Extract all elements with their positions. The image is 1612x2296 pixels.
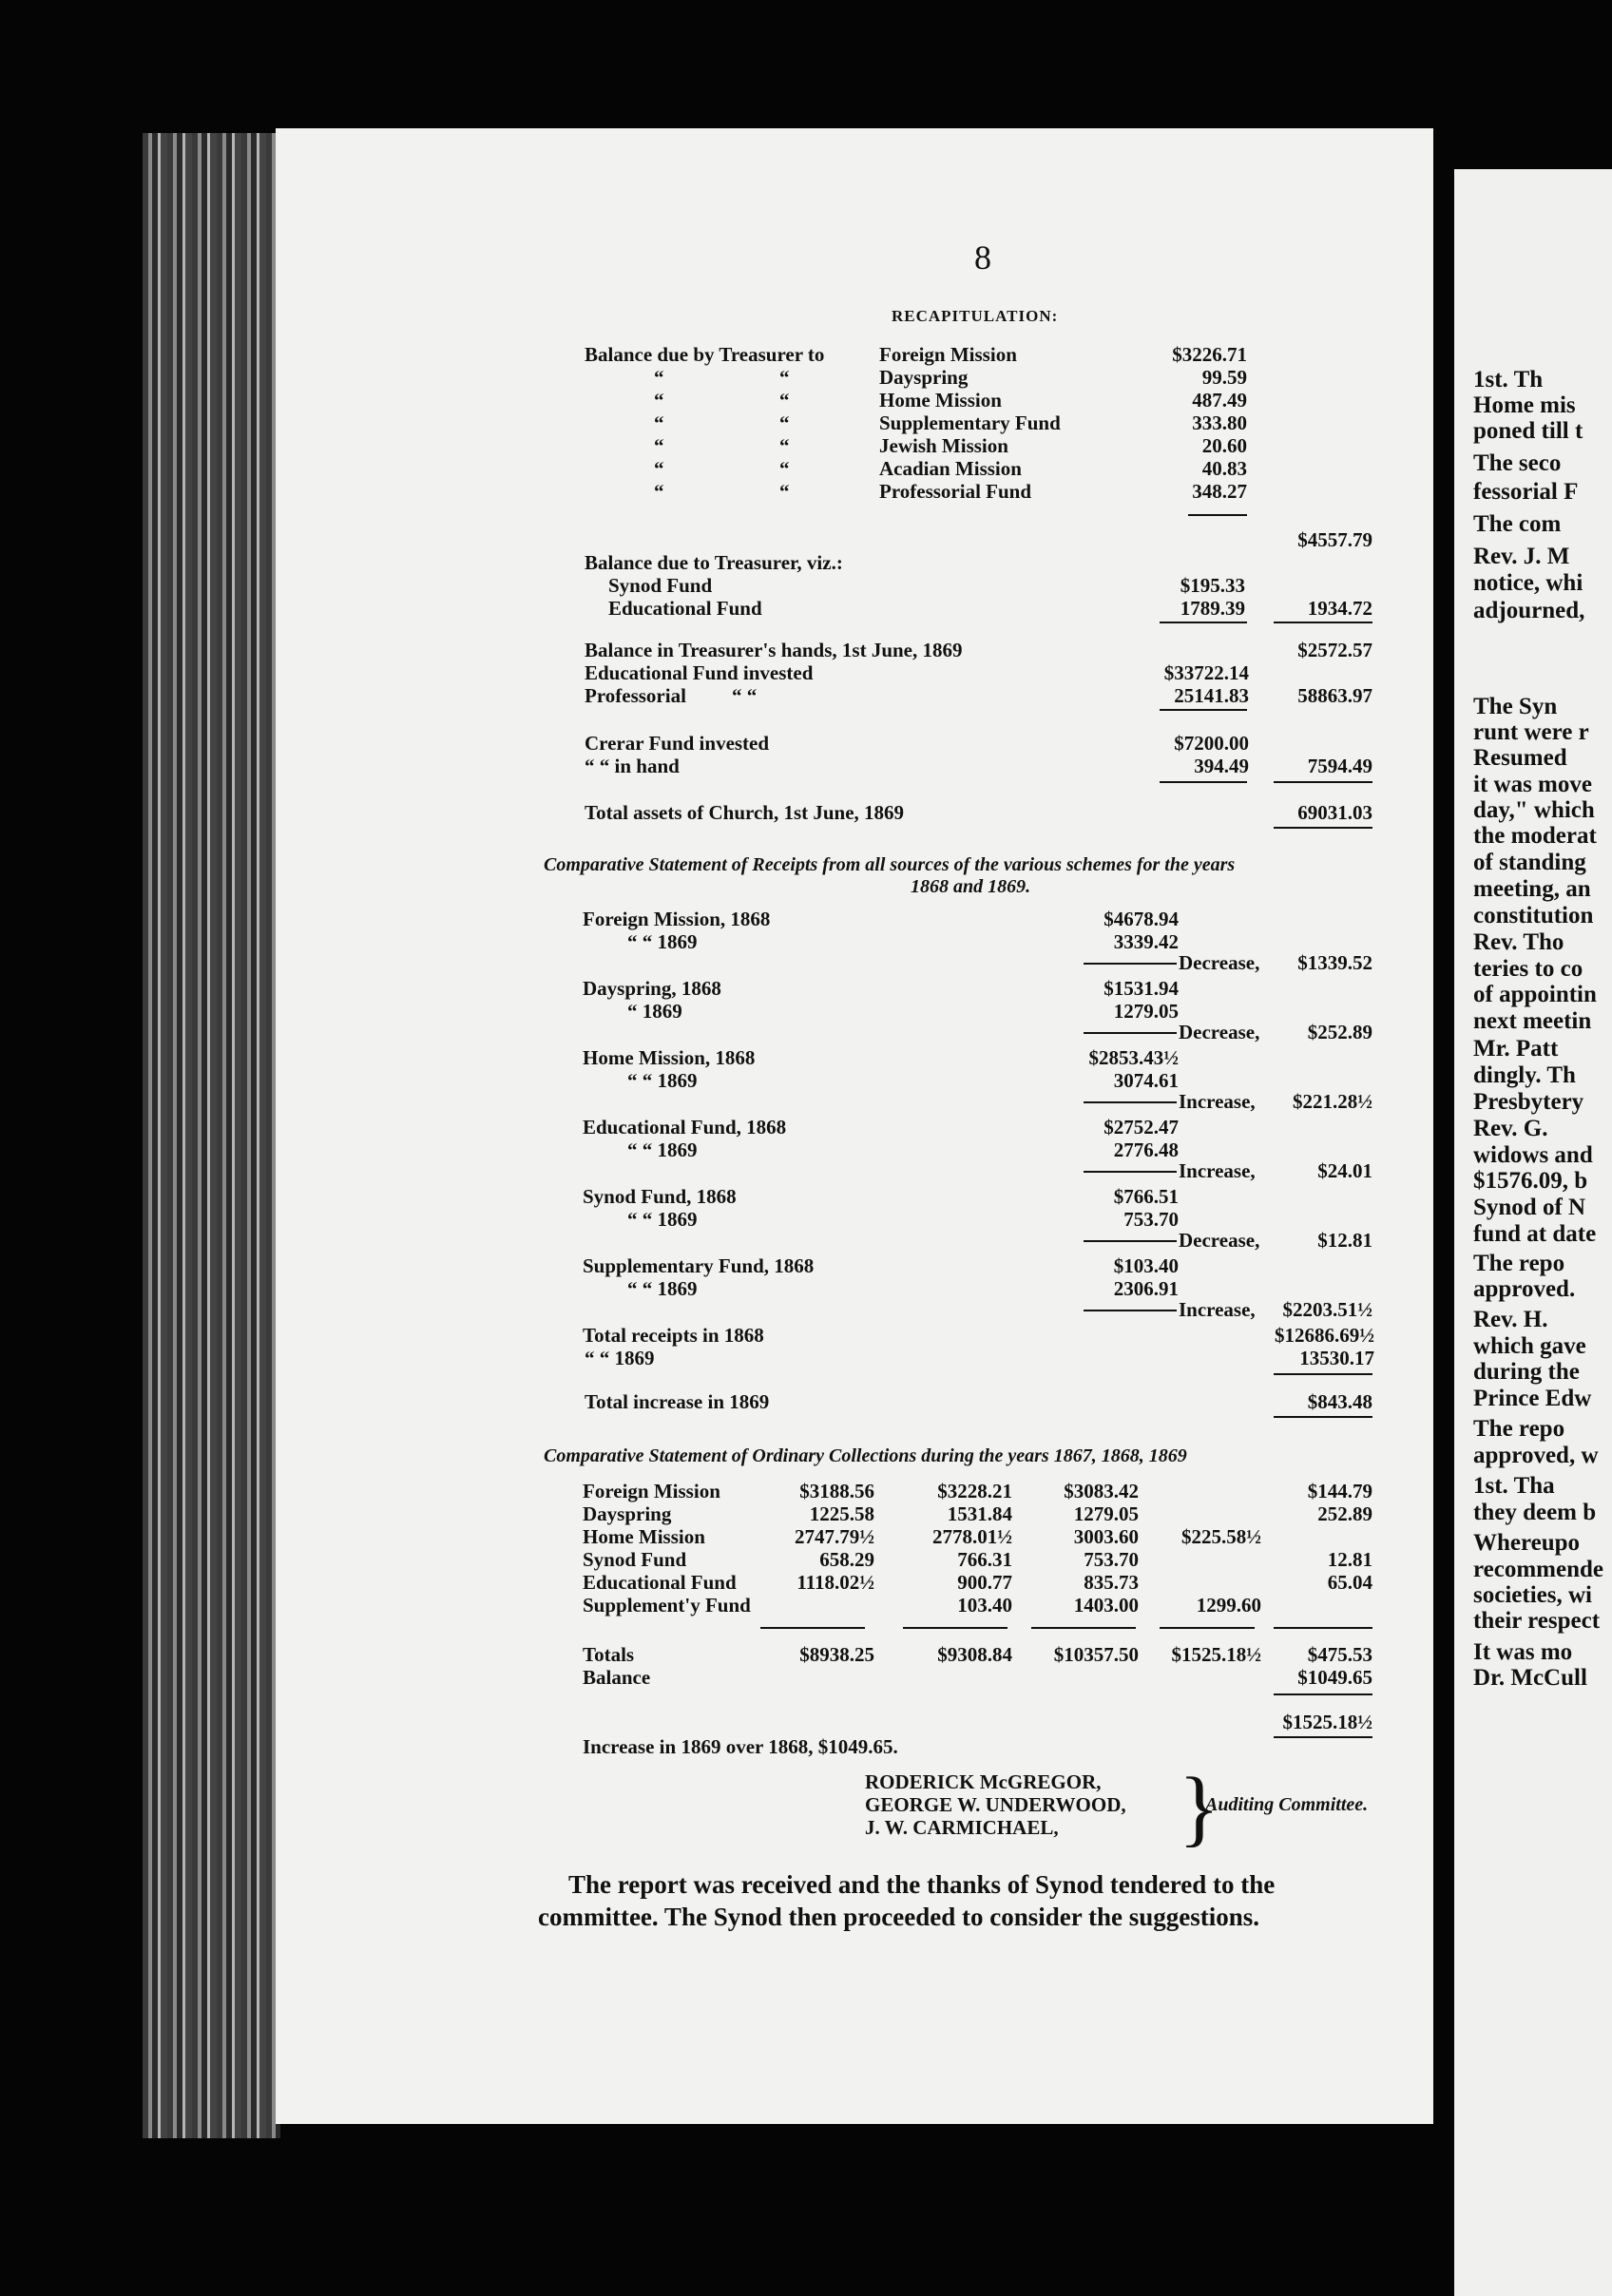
collection-rule [760,1627,865,1629]
assets-rule [1274,827,1372,829]
total-receipts-1868-label: Total receipts in 1868 [583,1324,764,1347]
collection-name: Dayspring [583,1502,672,1525]
facing-page-text: Rev. H. [1473,1307,1548,1332]
receipt-rule [1084,1240,1177,1242]
crerar-total: 7594.49 [1307,755,1372,777]
closing-paragraph-line: The report was received and the thanks of Synod tendered to the [568,1870,1276,1899]
facing-page-text: meeting, an [1473,876,1591,902]
receipt-change-label: Decrease, [1179,1021,1260,1043]
facing-page-text: The seco [1473,450,1562,476]
balance-hands-label: Balance in Treasurer's hands, 1st June, 1869 [585,639,963,661]
facing-page-text: Mr. Patt [1473,1036,1559,1062]
due-rule [1160,622,1247,623]
total-receipts-1868-amount: $12686.69½ [1275,1324,1374,1347]
due-to-item-label: Synod Fund [608,574,713,597]
collection-1869: 3003.60 [1073,1525,1139,1548]
facing-page-text: which gave [1473,1333,1586,1359]
recap-item-label: Professorial Fund [879,480,1032,503]
page-number: 8 [974,239,991,277]
facing-page-text: societies, wi [1473,1582,1592,1608]
collection-1869: 1279.05 [1073,1502,1139,1525]
facing-page-fragment [1454,169,1612,2296]
closing-paragraph-line: committee. The Synod then proceeded to consider the suggestions. [538,1903,1259,1931]
receipt-amount: 3074.61 [1113,1069,1179,1092]
collection-decrease: $144.79 [1307,1480,1372,1502]
professorial-amount: 25141.83 [1174,684,1249,707]
recap-rule [1188,514,1247,516]
facing-page-text: runt were r [1473,719,1589,745]
facing-page-text: adjourned, [1473,598,1585,623]
crerar-invested-label: Crerar Fund invested [585,732,770,755]
facing-page-text: fund at date [1473,1221,1597,1247]
educational-invested-amount: $33722.14 [1163,661,1249,684]
facing-page-text: $1576.09, b [1473,1168,1588,1194]
receipt-change-label: Decrease, [1179,951,1260,974]
collection-name: Synod Fund [583,1548,687,1571]
receipt-label: Home Mission, 1868 [583,1046,756,1069]
ditto-mark: “ [654,389,664,411]
balance-rule [1274,1736,1372,1738]
receipt-rule [1084,1310,1177,1311]
facing-page-text: Rev. J. M [1473,544,1570,569]
facing-page-text: 1st. Tha [1473,1473,1555,1499]
receipt-change-label: Increase, [1179,1090,1256,1113]
collection-rule [1274,1627,1372,1629]
facing-page-text: The repo [1473,1251,1565,1276]
receipt-label: Supplementary Fund, 1868 [583,1254,815,1277]
ditto-mark: “ [654,366,664,389]
brace: } [1179,1761,1220,1855]
collection-name: Home Mission [583,1525,705,1548]
receipt-amount: $2853.43½ [1088,1046,1179,1069]
receipt-change-label: Decrease, [1179,1229,1260,1252]
facing-page-text: approved. [1473,1276,1576,1302]
crerar-hand-label: “ “ in hand [585,755,680,777]
collection-rule [1160,1627,1255,1629]
due-to-item-label: Educational Fund [608,597,762,620]
facing-page-text: fessorial F [1473,479,1579,505]
receipt-change-amount: $1339.52 [1297,951,1372,974]
balance-total: $1525.18½ [1282,1711,1372,1733]
ditto-mark: “ [779,411,790,434]
collection-name: Supplement'y Fund [583,1594,751,1617]
receipt-amount: 2306.91 [1113,1277,1179,1300]
receipt-change-amount: $252.89 [1307,1021,1372,1043]
collection-increase: 1299.60 [1196,1594,1261,1617]
collection-rule [903,1627,1008,1629]
receipt-rule [1084,963,1177,965]
collection-rule [1031,1627,1136,1629]
recap-item-label: Acadian Mission [879,457,1022,480]
recap-total: $4557.79 [1297,528,1372,551]
facing-page-text: The repo [1473,1416,1565,1442]
recap-item-label: Jewish Mission [879,434,1008,457]
facing-page-text: constitution [1473,903,1594,928]
collection-name: Educational Fund [583,1571,737,1594]
receipt-change-label: Increase, [1179,1159,1256,1182]
total-increase-amount: $843.48 [1307,1390,1372,1413]
recap-item-label: Foreign Mission [879,343,1017,366]
receipts-title-years: 1868 and 1869. [911,876,1031,897]
facing-page-text: Synod of N [1473,1195,1586,1220]
professorial-label: Professorial [585,684,686,707]
recap-item-amount: 99.59 [1201,366,1247,389]
crerar-rule [1160,781,1247,783]
total-receipts-1869-amount: 13530.17 [1299,1347,1374,1369]
receipt-amount: 753.70 [1123,1208,1179,1231]
recap-item-amount: 348.27 [1192,480,1247,503]
receipts-rule [1274,1416,1372,1418]
collection-1868: 2778.01½ [932,1525,1012,1548]
collection-1867: 658.29 [819,1548,874,1571]
facing-page-text: they deem b [1473,1500,1597,1525]
receipt-amount: 1279.05 [1113,1000,1179,1023]
facing-page-text: Presbytery [1473,1089,1584,1115]
collection-1867: 1225.58 [809,1502,874,1525]
signatory: GEORGE W. UNDERWOOD, [865,1793,1126,1816]
collection-1868: 1531.84 [947,1502,1012,1525]
due-to-item-amount: 1789.39 [1180,597,1245,620]
receipt-label: Foreign Mission, 1868 [583,908,771,930]
receipt-label: “ 1869 [627,1000,682,1023]
receipt-label: Synod Fund, 1868 [583,1185,737,1208]
ditto-mark: “ [654,434,664,457]
collection-1867: $3188.56 [799,1480,874,1502]
collection-increase: $225.58½ [1181,1525,1261,1548]
increase-note: Increase in 1869 over 1868, $1049.65. [583,1735,898,1758]
receipt-label: “ “ 1869 [627,930,698,953]
facing-page-text: the moderat [1473,823,1597,849]
facing-page-text: Whereupo [1473,1530,1581,1556]
educational-invested-label: Educational Fund invested [585,661,814,684]
recap-item-label: Dayspring [879,366,969,389]
receipt-amount: 3339.42 [1113,930,1179,953]
receipt-label: “ “ 1869 [627,1277,698,1300]
recap-item-label: Home Mission [879,389,1002,411]
recap-item-amount: 333.80 [1192,411,1247,434]
due-rule [1274,622,1372,623]
receipt-rule [1084,1101,1177,1103]
document-page [276,128,1433,2124]
collections-title: Comparative Statement of Ordinary Collections during the years 1867, 1868, 1869 [544,1445,1187,1466]
facing-page-text: poned till t [1473,418,1583,444]
recap-item-amount: 40.83 [1201,457,1247,480]
balance-hands-amount: $2572.57 [1297,639,1372,661]
facing-page-text: dingly. Th [1473,1062,1576,1088]
ditto-mark: “ [779,434,790,457]
receipt-amount: $766.51 [1113,1185,1179,1208]
invest-rule [1160,709,1247,711]
receipt-amount: 2776.48 [1113,1138,1179,1161]
total-assets-label: Total assets of Church, 1st June, 1869 [585,801,905,824]
recap-item-amount: $3226.71 [1172,343,1247,366]
total-assets-amount: 69031.03 [1297,801,1372,824]
recap-intro: Balance due by Treasurer to [585,343,825,366]
totals-1867: $8938.25 [799,1643,874,1666]
collection-1869: 1403.00 [1073,1594,1139,1617]
total-receipts-1869-label: “ “ 1869 [585,1347,655,1369]
ditto-mark: “ [654,411,664,434]
receipt-label: “ “ 1869 [627,1069,698,1092]
receipt-amount: $4678.94 [1103,908,1179,930]
collection-1868: 766.31 [957,1548,1012,1571]
receipt-label: “ “ 1869 [627,1138,698,1161]
receipts-rule [1274,1373,1372,1375]
balance-label: Balance [583,1666,651,1689]
facing-page-text: The com [1473,511,1562,537]
receipt-amount: $103.40 [1113,1254,1179,1277]
facing-page-text: during the [1473,1359,1580,1385]
collection-decrease: 252.89 [1317,1502,1372,1525]
collection-1868: 900.77 [957,1571,1012,1594]
receipt-label: Dayspring, 1868 [583,977,721,1000]
auditing-committee: Auditing Committee. [1205,1794,1369,1815]
facing-page-text: it was move [1473,772,1592,797]
ditto-mark: “ [779,457,790,480]
collection-1868: $3228.21 [937,1480,1012,1502]
collection-1869: 753.70 [1084,1548,1139,1571]
totals-1869: $10357.50 [1053,1643,1139,1666]
balance-amount: $1049.65 [1297,1666,1372,1689]
facing-page-text: day," which [1473,797,1595,823]
collection-decrease: 65.04 [1327,1571,1372,1594]
collection-decrease: 12.81 [1327,1548,1372,1571]
receipt-amount: $2752.47 [1103,1116,1179,1138]
recapitulation-heading: RECAPITULATION: [892,307,1059,325]
receipt-rule [1084,1171,1177,1173]
receipt-change-amount: $12.81 [1317,1229,1372,1252]
facing-page-text: teries to co [1473,956,1583,982]
ditto-mark: “ [779,389,790,411]
total-increase-label: Total increase in 1869 [585,1390,770,1413]
receipt-label: “ “ 1869 [627,1208,698,1231]
facing-page-text: Dr. McCull [1473,1665,1587,1691]
recap-item-label: Supplementary Fund [879,411,1061,434]
totals-label: Totals [583,1643,635,1666]
collection-1867: 1118.02½ [796,1571,874,1594]
crerar-invested-amount: $7200.00 [1174,732,1249,755]
facing-page-text: 1st. Th [1473,367,1544,392]
facing-page-text: their respect [1473,1608,1601,1634]
receipt-change-amount: $221.28½ [1293,1090,1372,1113]
signatory: RODERICK McGREGOR, [865,1770,1102,1793]
due-to-label: Balance due to Treasurer, viz.: [585,551,843,574]
signatory: J. W. CARMICHAEL, [865,1816,1059,1839]
crerar-rule [1274,781,1372,783]
collection-1868: 103.40 [957,1594,1012,1617]
totals-increase: $1525.18½ [1171,1643,1261,1666]
facing-page-text: approved, w [1473,1443,1599,1468]
professorial-total: 58863.97 [1297,684,1372,707]
professorial-ditto: “ “ [732,684,758,707]
facing-page-text: notice, whi [1473,570,1583,596]
receipt-change-amount: $2203.51½ [1282,1298,1372,1321]
receipt-change-label: Increase, [1179,1298,1256,1321]
due-to-item-amount: $195.33 [1180,574,1245,597]
due-to-total: 1934.72 [1307,597,1372,620]
book-binding [143,133,280,2138]
facing-page-text: Resumed [1473,745,1567,771]
facing-page-text: of standing [1473,850,1586,875]
collection-1869: 835.73 [1084,1571,1139,1594]
facing-page-text: Rev. Tho [1473,929,1564,955]
crerar-hand-amount: 394.49 [1194,755,1249,777]
collection-1867: 2747.79½ [795,1525,874,1548]
facing-page-text: It was mo [1473,1639,1573,1665]
facing-page-text: The Syn [1473,694,1558,719]
facing-page-text: Prince Edw [1473,1386,1592,1411]
facing-page-text: Home mis [1473,392,1576,418]
totals-1868: $9308.84 [937,1643,1012,1666]
receipt-amount: $1531.94 [1103,977,1179,1000]
facing-page-text: widows and [1473,1142,1593,1168]
ditto-mark: “ [779,366,790,389]
facing-page-text: of appointin [1473,982,1597,1007]
receipts-title: Comparative Statement of Receipts from all sources of the various schemes for the years [544,854,1236,875]
ditto-mark: “ [654,457,664,480]
facing-page-text: recommende [1473,1557,1603,1582]
ditto-mark: “ [779,480,790,503]
collection-1869: $3083.42 [1064,1480,1139,1502]
receipt-change-amount: $24.01 [1317,1159,1372,1182]
collection-name: Foreign Mission [583,1480,720,1502]
ditto-mark: “ [654,480,664,503]
recap-item-amount: 20.60 [1201,434,1247,457]
facing-page-text: next meetin [1473,1008,1592,1034]
recap-item-amount: 487.49 [1192,389,1247,411]
balance-rule [1274,1693,1372,1695]
receipt-label: Educational Fund, 1868 [583,1116,787,1138]
facing-page-text: Rev. G. [1473,1116,1548,1141]
totals-decrease: $475.53 [1307,1643,1372,1666]
receipt-rule [1084,1032,1177,1034]
